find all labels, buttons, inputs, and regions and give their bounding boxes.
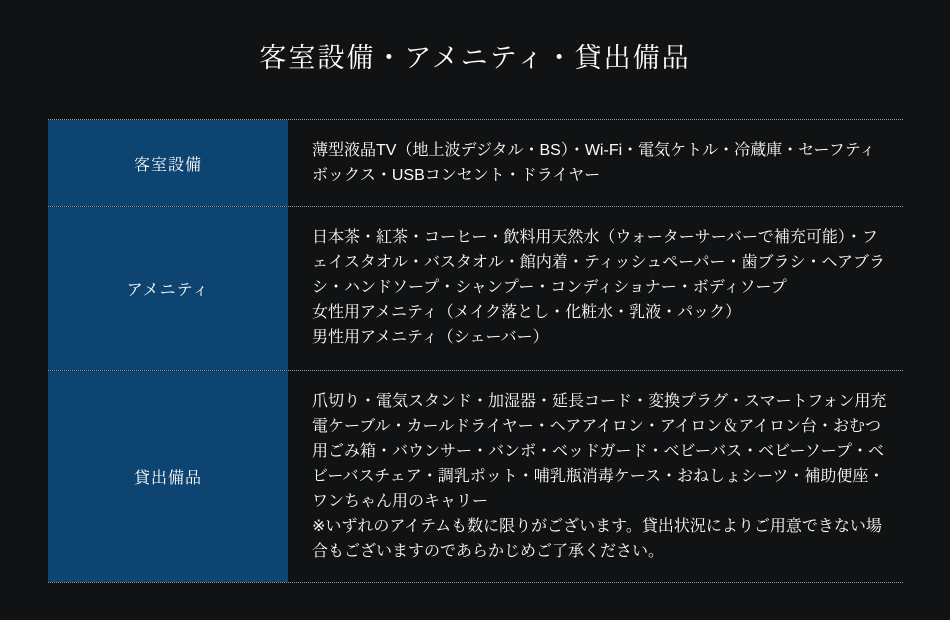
row-content-amenities bbox=[288, 207, 903, 370]
row-content-room-facilities bbox=[288, 120, 903, 206]
content-line: 日本茶・紅茶・コーヒー・飲料用天然水（ウォーターサーバーで補充可能）・フェイスタオル・バスタオル・館内着・ティッシュペーパー・歯ブラシ・ヘアブラシ・ハンドソープ・シャンプー・コンディショナー・ボディソープ bbox=[312, 229, 885, 296]
amenities-table bbox=[48, 119, 903, 583]
content-line-mens-amenity: 男性用アメニティ（シェーバー） bbox=[312, 329, 549, 346]
content-line: 薄型液晶TV（地上波デジタル・BS）・Wi-Fi・電気ケトル・冷蔵庫・セーフティボックス・USBコンセント・ドライヤー bbox=[312, 142, 876, 184]
row-content-rental-items bbox=[288, 371, 903, 582]
content-line-womens-amenity: 女性用アメニティ（メイク落とし・化粧水・乳液・パック） bbox=[312, 304, 742, 321]
content-line-rental-note: ※いずれのアイテムも数に限りがございます。貸出状況によりご用意できない場合もございますのであらかじめご了承ください。 bbox=[312, 518, 882, 560]
table-row-rental-items bbox=[48, 370, 903, 582]
table-row-room-facilities bbox=[48, 119, 903, 206]
row-label-room-facilities: 客室設備 bbox=[48, 120, 288, 206]
page-title: 客室設備・アメニティ・貸出備品 bbox=[259, 43, 691, 73]
row-label-rental-items: 貸出備品 bbox=[48, 371, 288, 582]
row-label-amenities: アメニティ bbox=[48, 207, 288, 370]
content-line: 爪切り・電気スタンド・加湿器・延長コード・変換プラグ・スマートフォン用充電ケーブル・カールドライヤー・ヘアアイロン・アイロン＆アイロン台・おむつ用ごみ箱・バウンサー・バンボ・ベッドガード・ベビーバス・ベビーソープ・ベビーバスチェア・調乳ポット・哺乳瓶消毒ケース・おねしょシーツ・補助便座・ワンちゃん用のキャリー bbox=[312, 393, 887, 510]
table-row-amenities bbox=[48, 206, 903, 370]
